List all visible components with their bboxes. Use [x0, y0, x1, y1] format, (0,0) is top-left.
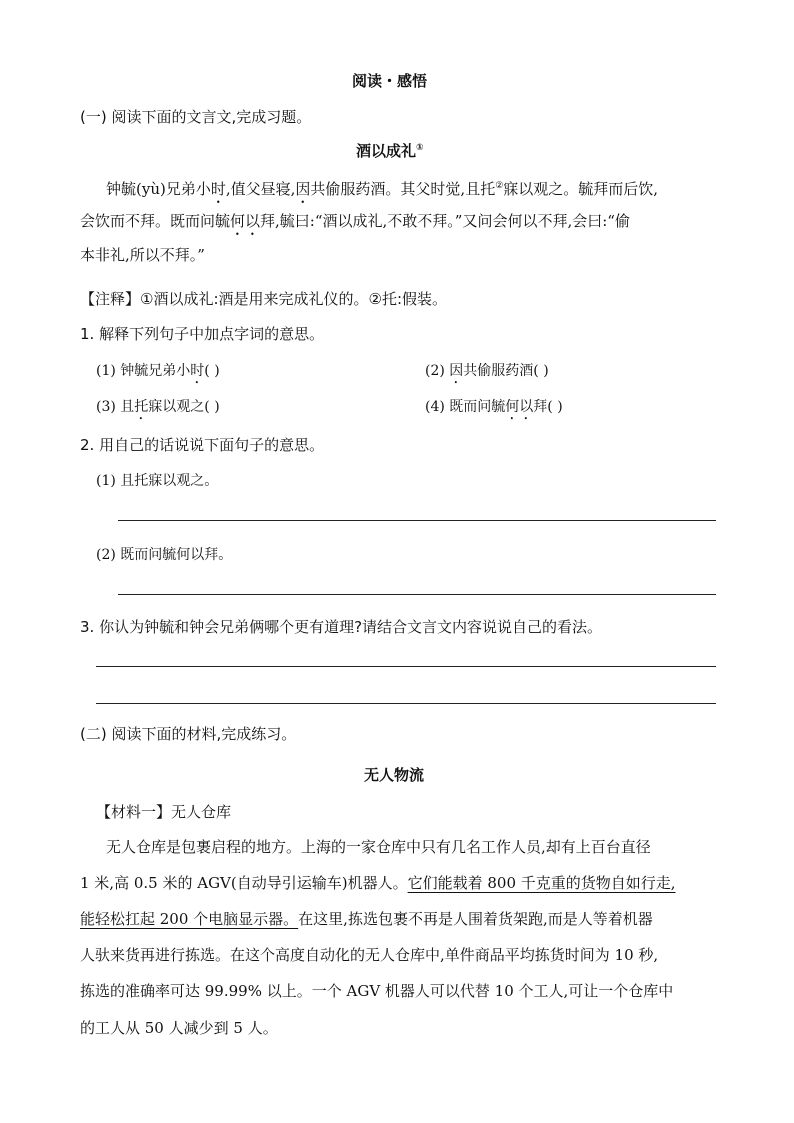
q2-sentence-2: (2) 既而问毓何以拜。 [96, 547, 233, 563]
question-3-prompt: 3. 你认为钟毓和钟会兄弟俩哪个更有道理?请结合文言文内容说说自己的看法。 [80, 618, 603, 636]
q2-sentence-1: (1) 且托寐以观之。 [96, 473, 219, 489]
material-1-label: 【材料一】无人仓库 [96, 803, 232, 821]
section-1-heading: (一) 阅读下面的文言文,完成习题。 [80, 108, 312, 126]
dotted-word: 时 [210, 180, 226, 198]
answer-blank[interactable]: ( ) [547, 399, 563, 415]
q1-item-4: (4) 既而问毓何以拜( ) [425, 399, 563, 415]
dotted-word: 何以 [230, 212, 261, 230]
question-1-prompt: 1. 解释下列句子中加点字词的意思。 [80, 325, 325, 343]
underlined-text: 能轻松扛起 200 个电脑显示器。 [80, 910, 299, 928]
annotation-notes: 【注释】①酒以成礼:酒是用来完成礼仪的。②托:假装。 [80, 290, 448, 308]
material-1-line-2: 1 米,高 0.5 米的 AGV(自动导引运输车)机器人。它们能载着 800 千克重的货物自如行走, [80, 874, 676, 892]
question-2-prompt: 2. 用自己的话说说下面句子的意思。 [80, 436, 325, 454]
q1-item-3: (3) 且托寐以观之( ) [96, 399, 220, 415]
q1-item-2: (2) 因共偷服药酒( ) [425, 363, 549, 379]
answer-blank[interactable]: ( ) [204, 399, 220, 415]
passage-1-line-1: 钟毓(yù)兄弟小时,值父昼寝,因共偷服药酒。其父时觉,且托②寐以观之。毓拜而后饮, [106, 180, 659, 198]
material-1-line-4: 人驮来货再进行拣选。在这个高度自动化的无人仓库中,单件商品平均拣货时间为 10 秒, [80, 946, 659, 964]
page-title: 阅读・感悟 [352, 72, 428, 90]
passage-2-title: 无人物流 [364, 766, 425, 784]
q1-item-1: (1) 钟毓兄弟小时( ) [96, 363, 220, 379]
dotted-word: 因 [295, 180, 311, 198]
passage-1-line-2: 会饮而不拜。既而问毓何以拜,毓曰:“酒以成礼,不敢不拜。”又问会何以不拜,会曰:“偷 [80, 212, 630, 230]
underlined-text: 它们能载着 800 千克重的货物自如行走, [407, 874, 676, 892]
answer-line[interactable] [118, 594, 716, 595]
material-1-line-6: 的工人从 50 人减少到 5 人。 [80, 1019, 278, 1037]
answer-line[interactable] [118, 520, 716, 521]
passage-1-title: 酒以成礼① [356, 142, 424, 160]
section-2-heading: (二) 阅读下面的材料,完成练习。 [80, 725, 297, 743]
passage-1-line-3: 本非礼,所以不拜。” [80, 246, 205, 264]
footnote-mark: ① [416, 143, 424, 153]
answer-blank[interactable]: ( ) [533, 363, 549, 379]
answer-line[interactable] [96, 666, 716, 667]
material-1-line-5: 拣选的准确率可达 99.99% 以上。一个 AGV 机器人可以代替 10 个工人,可让一个仓库中 [80, 982, 674, 1000]
answer-line[interactable] [96, 703, 716, 704]
material-1-line-3: 能轻松扛起 200 个电脑显示器。在这里,拣选包裹不再是人围着货架跑,而是人等着机器 [80, 910, 653, 928]
material-1-line-1: 无人仓库是包裹启程的地方。上海的一家仓库中只有几名工作人员,却有上百台直径 [106, 838, 651, 856]
answer-blank[interactable]: ( ) [204, 363, 220, 379]
